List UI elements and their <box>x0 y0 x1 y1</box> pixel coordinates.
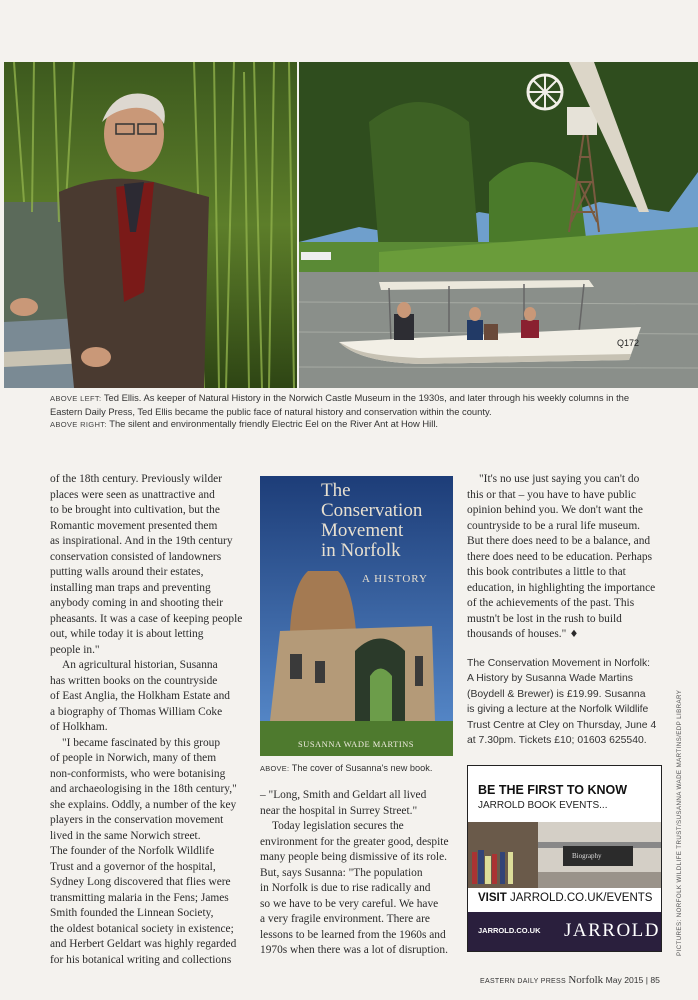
info-line: The Conservation Movement in Norfolk: <box>467 658 651 669</box>
text-line: players in the conservation movement <box>50 814 224 826</box>
article-column-1 <box>50 472 250 968</box>
info-line: (Boydell & Brewer) is £19.99. Susanna <box>467 688 646 700</box>
text-line: Smith founded the Linnean Society, <box>50 907 214 919</box>
ad-footer-bar <box>468 912 661 951</box>
text-line: so we have to be very careful. We have <box>260 897 439 910</box>
footer-paper: EASTERN DAILY PRESS <box>480 978 566 985</box>
photo-caption <box>50 392 660 432</box>
text-line: in Norfolk is due to rise radically and <box>260 882 431 894</box>
book-cover <box>260 476 453 756</box>
ad-footer-url[interactable]: JARROLD.CO.UK <box>478 926 541 935</box>
caption-right-text: The silent and environmentally friendly Electric Eel on the River Ant at How Hill. <box>109 418 439 430</box>
ted-ellis-photo <box>4 62 297 388</box>
book-author: SUSANNA WADE MARTINS <box>297 739 415 749</box>
book-caption-text: The cover of Susanna's new book. <box>291 763 433 773</box>
text-line: of East Anglia, the Holkham Estate and <box>50 690 230 702</box>
paragraph <box>467 472 672 643</box>
text-line: there does need to be education. Perhaps <box>467 550 653 563</box>
text-line: education, in highlighting the importance <box>467 581 656 594</box>
info-line: is giving a lecture at the Norfolk Wildlife <box>467 704 649 716</box>
paragraph <box>260 788 458 819</box>
caption-left-label: ABOVE LEFT: <box>50 394 102 403</box>
book-title-line: The <box>321 480 351 501</box>
text-line: An agricultural historian, Susanna <box>62 659 218 671</box>
text-line: of people in Norwich, many of them <box>50 752 217 764</box>
caption-left-text: Ted Ellis. As keeper of Natural History in the Norwich Castle Museum in the 1930s, and later through his weekly columns in the Eastern Daily Press, Ted Ellis became the public face of natural history and conservation within the county. <box>50 392 630 417</box>
text-line: out, while today it is about letting <box>50 628 204 640</box>
book-subtitle: A HISTORY <box>362 573 428 585</box>
ad-visit-label: VISIT <box>478 892 507 904</box>
book-title-line: Movement <box>321 520 404 541</box>
info-line: A History by Susanna Wade Martins <box>467 673 633 685</box>
paragraph <box>50 472 250 658</box>
text-line: anybody coming in and shooting their <box>50 597 224 609</box>
book-title-line: in Norfolk <box>321 540 401 561</box>
book-caption <box>260 763 432 773</box>
end-mark-icon: ♦ <box>566 629 579 640</box>
caption-right <box>50 418 660 432</box>
text-line: But, says Susanna: "The population <box>260 866 423 879</box>
boat-number: Q172 <box>617 338 640 348</box>
text-line: non-conformists, who were botanising <box>50 767 226 780</box>
text-line: lived in the same Norwich street. <box>50 829 201 842</box>
text-line: – "Long, Smith and Geldart all lived <box>260 789 427 801</box>
electric-eel-photo <box>299 62 698 388</box>
paragraph <box>260 819 458 959</box>
text-line: Romantic movement presented them <box>50 519 218 532</box>
text-line: this or that – you have to have public <box>467 488 636 501</box>
ad-shelf-sign: Biography <box>572 852 602 860</box>
text-line: "It's no use just saying you can't do <box>479 473 640 485</box>
book-info <box>467 656 667 748</box>
text-line: for his botanical writing and collections <box>50 953 232 966</box>
text-line: conservation consisted of landowners <box>50 550 222 563</box>
text-line: thousands of houses." <box>467 628 567 640</box>
jarrold-logo: JARROLD <box>564 920 661 941</box>
text-line: she explains. Oddly, a number of the key <box>50 798 237 811</box>
text-line: this book contributes a little to that <box>467 566 626 578</box>
article-column-2 <box>260 788 458 959</box>
text-line: "I became fascinated by this group <box>62 736 221 749</box>
ad-bookshop-image <box>468 822 661 888</box>
book-caption-label: ABOVE: <box>260 764 290 773</box>
paragraph <box>50 736 250 969</box>
text-line: putting walls around their estates, <box>50 566 204 578</box>
info-line: at 7.30pm. Tickets £10; 01603 625540. <box>467 735 647 747</box>
text-line: Trust and a governor of the hospital, <box>50 860 216 873</box>
text-line: many people being dismissive of its role. <box>260 851 447 863</box>
footer-issue: May 2015 <box>605 975 644 985</box>
text-line: transmitting malaria in the Fens; James <box>50 891 229 904</box>
text-line: has written books on the countryside <box>50 674 218 687</box>
ad-visit-url[interactable]: JARROLD.CO.UK/EVENTS <box>509 892 653 904</box>
text-line: lessons to be learned from the 1960s and <box>260 928 446 941</box>
paragraph <box>50 658 250 736</box>
text-line: But there does need to be a balance, and <box>467 535 651 547</box>
text-line: installing man traps and preventing <box>50 581 211 594</box>
caption-right-label: ABOVE RIGHT: <box>50 420 107 430</box>
text-line: The founder of the Norfolk Wildlife <box>50 845 215 857</box>
text-line: opinion behind you. We don't want the <box>467 504 643 516</box>
text-line: 1970s when there was a lot of disruption. <box>260 944 448 956</box>
article-column-3 <box>467 472 672 643</box>
text-line: a biography of Thomas William Coke <box>50 705 223 718</box>
text-line: Today legislation secures the <box>272 820 404 832</box>
page-footer <box>480 974 660 986</box>
page-number: 85 <box>650 975 660 985</box>
text-line: a very fragile environment. There are <box>260 913 430 925</box>
text-line: of Holkham. <box>50 721 108 733</box>
photo-credits: PICTURES: NORFOLK WILDLIFE TRUST/SUSANNA WADE MARTINS/EDP LIBRARY <box>676 689 683 956</box>
text-line: Sydney Long discovered that flies were <box>50 876 231 888</box>
caption-left <box>50 392 660 418</box>
book-title-line: Conservation <box>321 500 423 521</box>
text-line: near the hospital in Surrey Street." <box>260 804 418 817</box>
text-line: people in." <box>50 643 100 656</box>
ad-subheading: JARROLD BOOK EVENTS... <box>478 800 608 811</box>
info-line: Trust Centre at Cley on Thursday, June 4 <box>467 719 657 731</box>
text-line: mustn't be lost in the rush to build <box>467 612 622 625</box>
text-line: and Herbert Geldart was highly regarded <box>50 938 237 950</box>
footer-divider: | <box>645 975 648 985</box>
text-line: the oldest botanical society in existence; <box>50 922 234 935</box>
text-line: of the achievements of the past. This <box>467 597 635 609</box>
text-line: as inspirational. And in the 19th century <box>50 535 233 547</box>
ad-headline: BE THE FIRST TO KNOW <box>478 783 628 797</box>
text-line: and archaeologising in the 18th century," <box>50 783 237 795</box>
footer-magazine: Norfolk <box>568 974 604 986</box>
jarrold-advert[interactable] <box>467 765 662 952</box>
text-line: of the 18th century. Previously wilder <box>50 473 222 485</box>
ad-visit-line[interactable] <box>478 892 652 904</box>
text-line: to be brought into cultivation, but the <box>50 504 220 516</box>
text-line: places were seen as unattractive and <box>50 488 215 501</box>
text-line: environment for the greater good, despite <box>260 835 449 848</box>
text-line: countryside to be a rural life museum. <box>467 519 641 532</box>
text-line: pheasants. It was a case of keeping people <box>50 612 243 625</box>
